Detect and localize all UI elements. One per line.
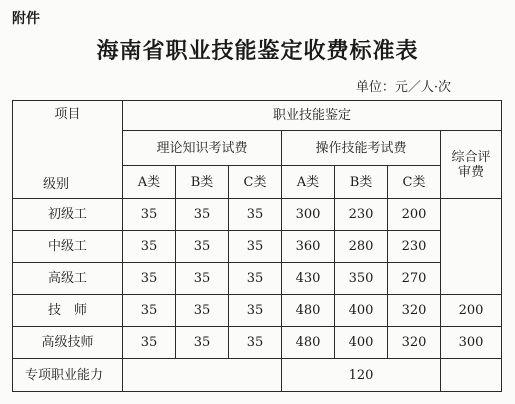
fee-cell: 35 — [123, 263, 176, 295]
attachment-label: 附件 — [12, 11, 40, 27]
fee-cell: 400 — [335, 327, 388, 359]
fee-cell: 35 — [176, 263, 229, 295]
fee-cell: 280 — [335, 231, 388, 263]
fee-cell: 35 — [176, 231, 229, 263]
practical-class-b-header: B类 — [335, 166, 388, 199]
theory-class-c-header: C类 — [229, 166, 282, 199]
fee-cell: 230 — [335, 199, 388, 231]
fee-cell: 350 — [335, 263, 388, 295]
fee-cell: 35 — [229, 327, 282, 359]
table-row — [13, 263, 502, 295]
practical-class-a-header: A类 — [282, 166, 335, 199]
practical-class-c-header: C类 — [388, 166, 441, 199]
fee-cell: 35 — [229, 263, 282, 295]
special-ability-label: 专项职业能力 — [13, 359, 123, 392]
fee-cell: 480 — [282, 295, 335, 327]
table-row — [13, 359, 502, 392]
special-ability-fee-cell: 120 — [282, 359, 441, 392]
fee-cell: 35 — [176, 327, 229, 359]
fee-cell: 35 — [176, 199, 229, 231]
fee-cell: 300 — [282, 199, 335, 231]
table-row — [13, 295, 502, 327]
comprehensive-review-fee-header: 综合评审费 — [441, 131, 502, 199]
corner-header-cell — [13, 101, 123, 199]
fee-cell: 200 — [388, 199, 441, 231]
special-theory-empty-cell — [123, 359, 282, 392]
level-cell: 技 师 — [13, 295, 123, 327]
review-fee-cell: 200 — [441, 295, 502, 327]
special-review-empty-cell — [441, 359, 502, 392]
fee-cell: 320 — [388, 327, 441, 359]
theory-class-a-header: A类 — [123, 166, 176, 199]
fee-cell: 270 — [388, 263, 441, 295]
theory-exam-fee-header: 理论知识考试费 — [123, 131, 282, 166]
fee-cell: 35 — [229, 295, 282, 327]
level-cell: 初级工 — [13, 199, 123, 231]
fee-cell: 360 — [282, 231, 335, 263]
fee-cell: 230 — [388, 231, 441, 263]
table-row — [13, 199, 502, 231]
fee-standard-table — [12, 100, 502, 392]
vocational-skill-appraisal-header: 职业技能鉴定 — [123, 101, 502, 131]
fee-cell: 480 — [282, 327, 335, 359]
fee-cell: 35 — [229, 231, 282, 263]
fee-cell: 430 — [282, 263, 335, 295]
level-cell: 高级工 — [13, 263, 123, 295]
unit-note: 单位：元／人·次 — [355, 80, 451, 95]
project-label: 项目 — [54, 107, 81, 122]
level-cell: 高级技师 — [13, 327, 123, 359]
fee-cell: 400 — [335, 295, 388, 327]
fee-cell: 35 — [123, 231, 176, 263]
fee-cell: 35 — [176, 295, 229, 327]
page-title: 海南省职业技能鉴定收费标准表 — [96, 39, 419, 64]
practical-exam-fee-header: 操作技能考试费 — [282, 131, 441, 166]
fee-cell: 35 — [123, 327, 176, 359]
theory-class-b-header: B类 — [176, 166, 229, 199]
review-fee-cell: 300 — [441, 327, 502, 359]
table-row — [13, 231, 502, 263]
fee-cell: 320 — [388, 295, 441, 327]
review-fee-empty-cell — [441, 199, 502, 295]
fee-cell: 35 — [229, 199, 282, 231]
fee-cell: 35 — [123, 199, 176, 231]
fee-cell: 35 — [123, 295, 176, 327]
level-label: 级别 — [43, 177, 70, 192]
table-row — [13, 327, 502, 359]
level-cell: 中级工 — [13, 231, 123, 263]
